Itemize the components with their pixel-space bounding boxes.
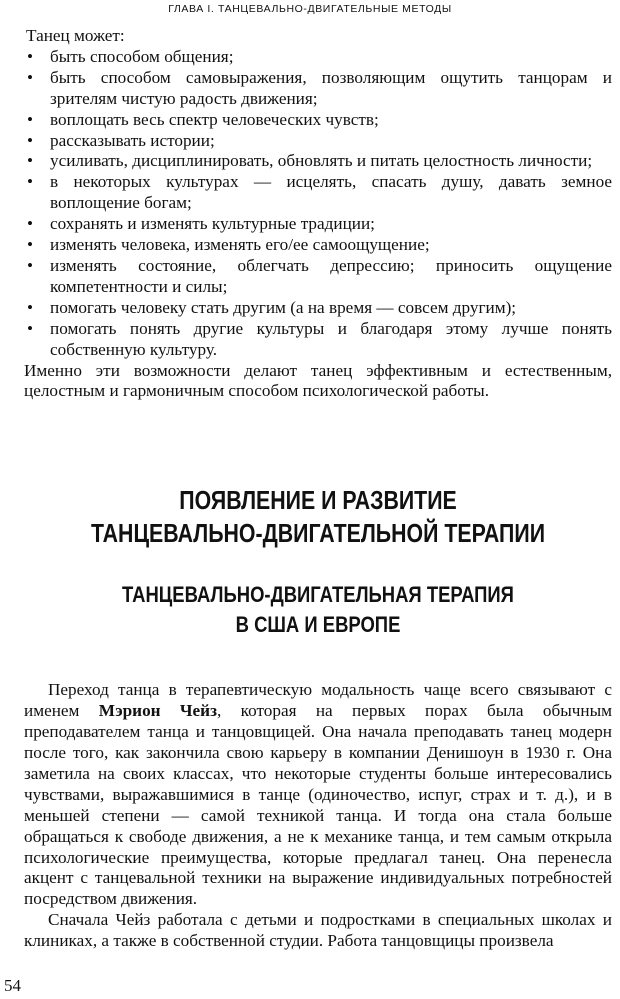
list-item: • быть способом общения; — [24, 47, 612, 68]
list-item: • в некоторых культурах — исцелять, спасать душу, давать земное воплощение богам; — [24, 172, 612, 214]
subsection-heading-line: В США И ЕВРОПЕ — [235, 612, 401, 638]
list-item: • изменять состояние, облегчать депрессию; приносить ощущение компетентности и силы; — [24, 256, 612, 298]
paragraph-text: Переход танца в терапевтическую модальность чаще всего связывают с именем — [24, 680, 612, 721]
list-item: • изменять человека, изменять его/ее самоощущение; — [24, 235, 612, 256]
page-content — [24, 26, 612, 952]
section-heading-line: ПОЯВЛЕНИЕ И РАЗВИТИЕ — [179, 485, 457, 516]
list-item: • усиливать, дисциплинировать, обновлять и питать целостность личности; — [24, 151, 612, 172]
page-number: 54 — [4, 976, 21, 995]
capabilities-list — [24, 47, 612, 361]
list-item: • быть способом самовыражения, позволяющим ощутить танцорам и зрителям чистую радость движения; — [24, 68, 612, 110]
list-item: • сохранять и изменять культурные традиции; — [24, 214, 612, 235]
section-heading-line: ТАНЦЕВАЛЬНО-ДВИГАТЕЛЬНОЙ ТЕРАПИИ — [90, 518, 546, 549]
closing-paragraph: Именно эти возможности делают танец эффективным и естественным, целостным и гармоничным способом психологической работы. — [24, 360, 612, 401]
person-name: Мэрион Чейз — [98, 701, 217, 721]
list-item: • помогать человеку стать другим (а на время — совсем другим); — [24, 298, 612, 319]
subsection-heading-line: ТАНЦЕВАЛЬНО-ДВИГАТЕЛЬНАЯ ТЕРАПИЯ — [122, 582, 514, 608]
paragraph-text: , которая на первых порах была обычным преподавателем танца и танцовщицей. Она начала преподавать танец модерн после того, как закончила свою карьеру в компании Денишоун в 1930 г. Она заметила на своих классах, что некоторые студенты больше интересовались чувствами, выражавшимися в танце (одиночество, испуг, страх и т. д.), и в меньшей степени — самой техникой танца. И тогда она стала больше обращаться к свободе движения, а не к механике танца, и тем самым открыла психологические преимущества, которые предлагал танец. Она перенесла акцент с танцевальной техники на выражение индивидуальных потребностей посредством движения. — [24, 701, 613, 909]
list-item: • помогать понять другие культуры и благодаря этому лучше понять собственную культуру. — [24, 319, 612, 361]
body-paragraph — [24, 680, 612, 910]
subsection-heading — [77, 580, 559, 640]
list-item: • рассказывать истории; — [24, 131, 612, 152]
list-item: • воплощать весь спектр человеческих чувств; — [24, 110, 612, 131]
section-heading — [77, 484, 559, 550]
list-lead: Танец может: — [26, 26, 125, 45]
running-header: ГЛАВА I. ТАНЦЕВАЛЬНО-ДВИГАТЕЛЬНЫЕ МЕТОДЫ — [168, 3, 452, 15]
body-paragraph: Сначала Чейз работала с детьми и подростками в специальных школах и клиниках, а также в собственной студии. Работа танцовщицы произвела — [24, 910, 612, 951]
